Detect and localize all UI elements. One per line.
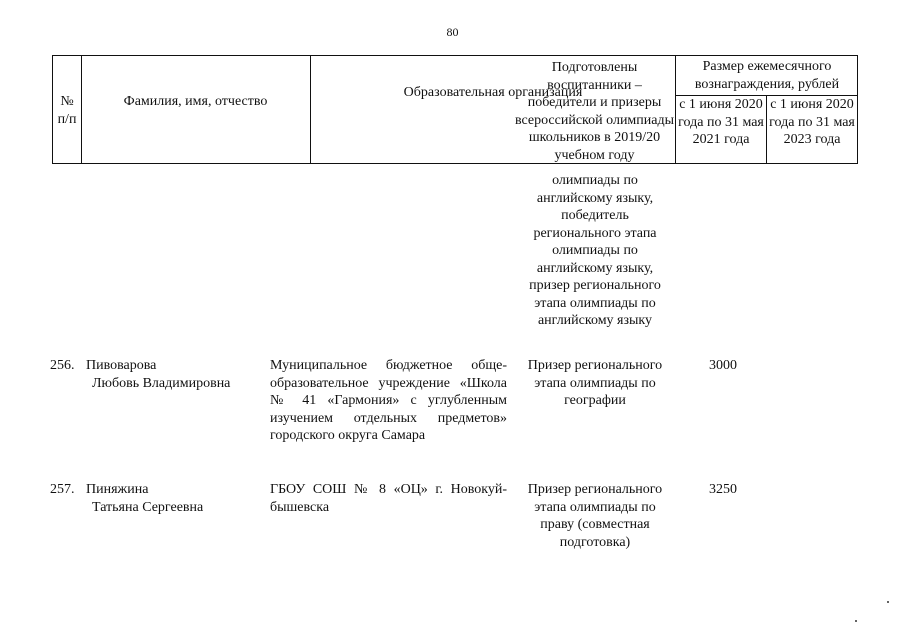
continuation-prepared: олимпиады по английскому языку, победитель регионального этапа олимпиады по английскому языку, призер регионального этапа олимпиады по английскому языку [529, 173, 661, 328]
header-period-2023: с 1 июня 2020 года по 31 мая 2023 года [769, 97, 855, 147]
header-num: № п/п [57, 94, 77, 127]
row-256-award-2021: 3000 [709, 358, 737, 373]
row-257-award-2021: 3250 [709, 482, 737, 497]
scan-speck [855, 620, 857, 622]
header-award-size: Размер ежемесячного вознаграждения, рублей [694, 59, 840, 92]
row-256-surname: Пивоварова [86, 358, 157, 373]
row-256-prepared: Призер регионального этапа олимпиады по географии [527, 358, 663, 408]
header-prepared: Подготовлены воспитанники – победители и призеры всероссийской олимпиады школьников в 2019/20 учебном году [514, 60, 675, 163]
page-number: 80 [446, 25, 459, 39]
row-257-surname: Пиняжина [86, 482, 149, 497]
scan-speck [887, 601, 889, 603]
row-256-given-names: Любовь Владимировна [92, 376, 231, 391]
row-257-given-names: Татьяна Сергеевна [92, 500, 204, 515]
row-257-num: 257. [50, 482, 75, 497]
row-257-prepared: Призер регионального этапа олимпиады по праву (совместная подготовка) [527, 482, 663, 550]
row-256-num: 256. [50, 358, 75, 373]
row-257-organization: ГБОУ СОШ № 8 «ОЦ» г. Новокуй-бышевска [270, 482, 507, 515]
header-organization: Образовательная организация [403, 85, 583, 100]
header-period-2021: с 1 июня 2020 года по 31 мая 2021 года [678, 97, 764, 147]
table-header [52, 55, 858, 164]
row-256-organization: Муниципальное бюджетное обще-образовательное учреждение «Школа № 41 «Гармония» с углубленным изучением отдельных предметов» городского округа Самара [270, 358, 507, 443]
header-name: Фамилия, имя, отчество [123, 94, 268, 109]
